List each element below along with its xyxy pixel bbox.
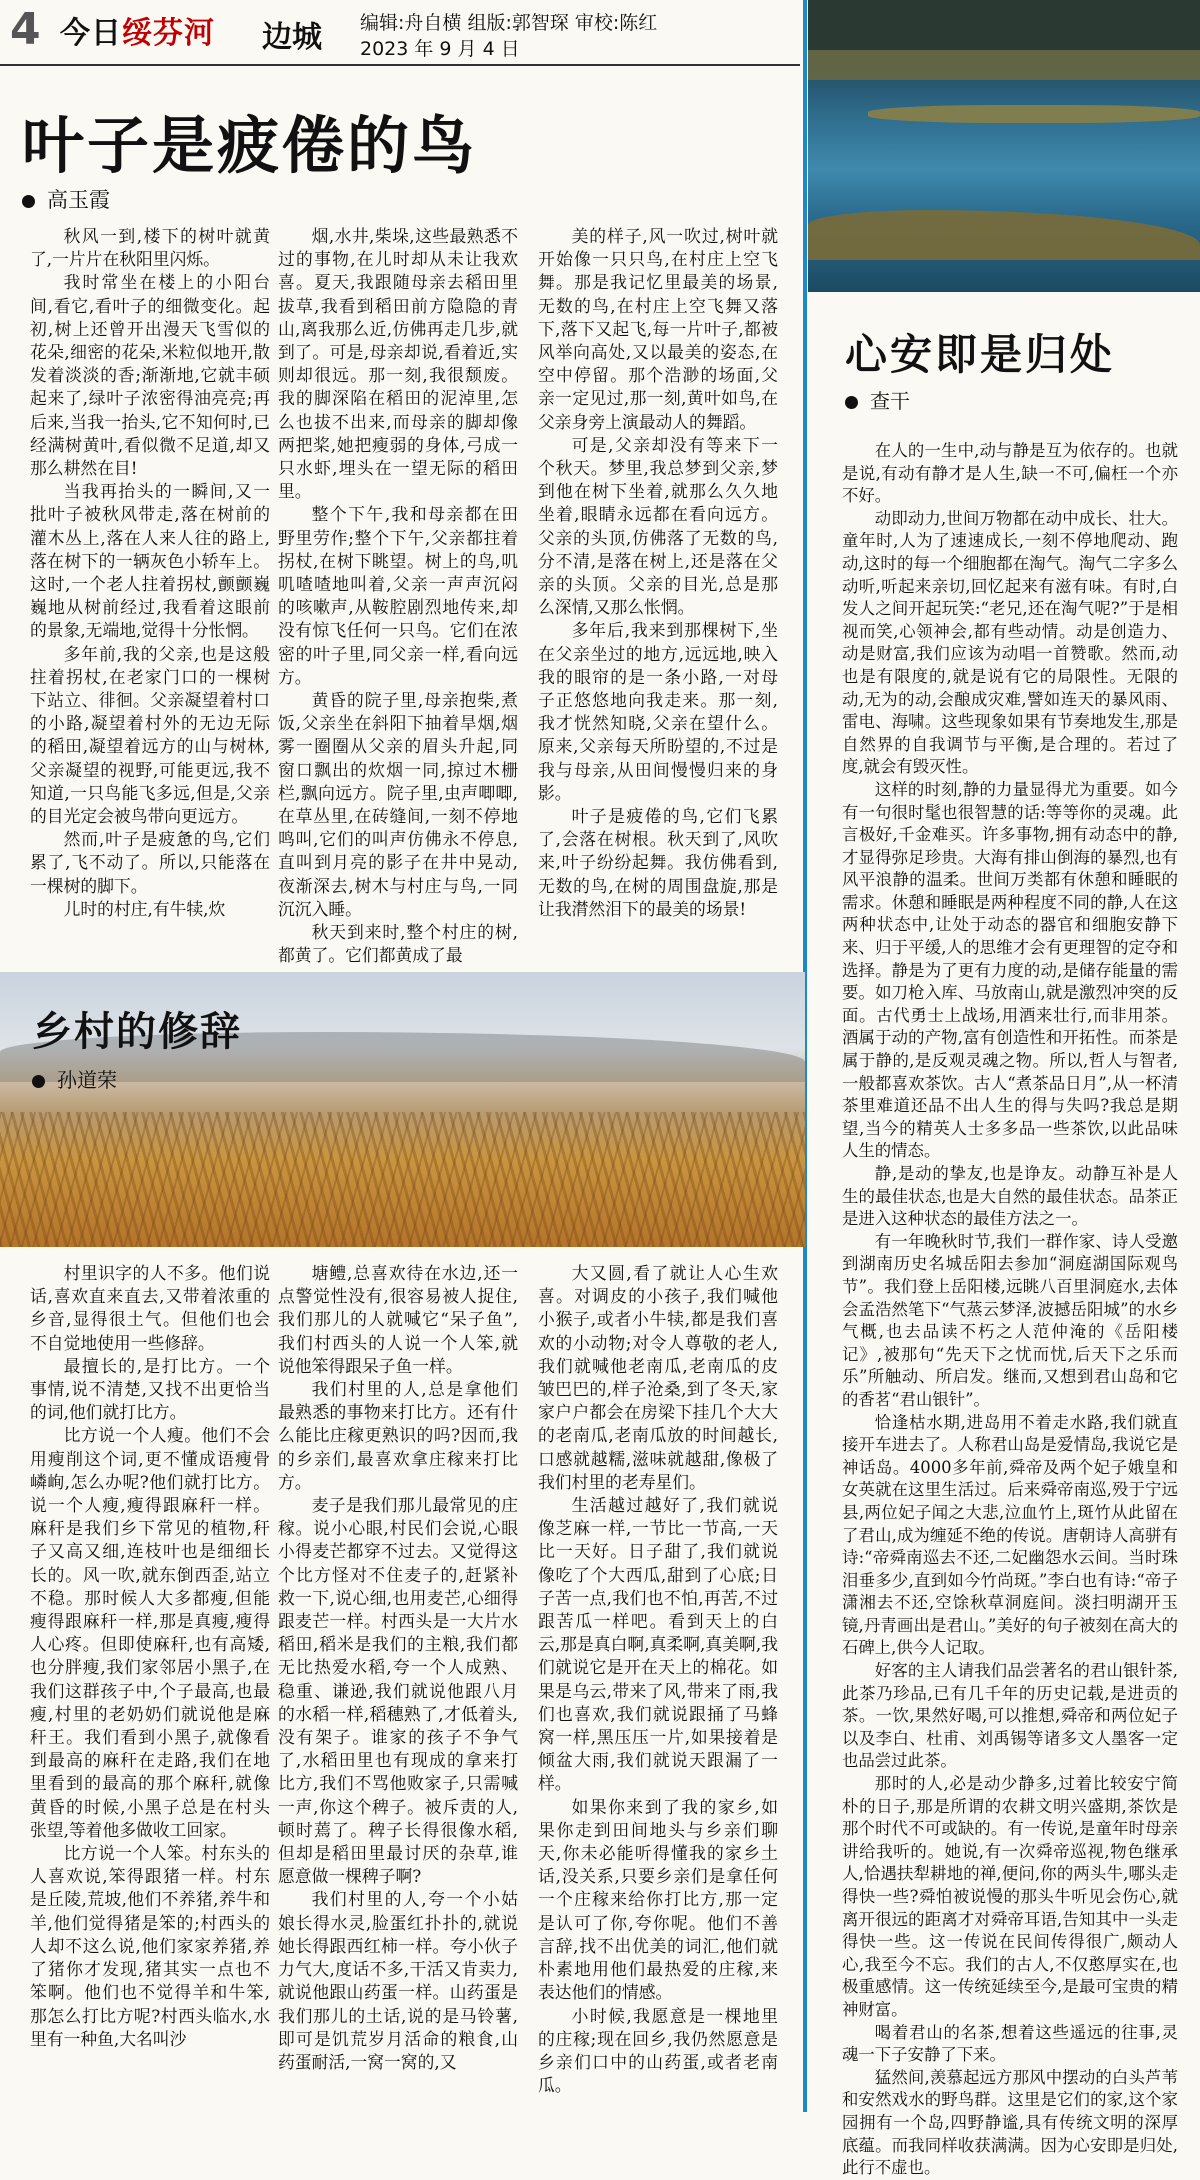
paragraph: 秋风一到,楼下的树叶就黄了,一片片在秋阳里闪烁。 — [30, 226, 270, 270]
article1-column-2 — [278, 225, 518, 966]
article2-author: 孙道荣 — [57, 1068, 117, 1092]
island-shape — [868, 105, 1200, 123]
island-shape — [808, 50, 1200, 80]
paragraph: 麦子是我们那儿最常见的庄稼。说小心眼,村民们会说,心眼小得麦芒都穿不过去。又觉得这个比方怪对不住麦子的,赶紧补救一下,说心细,也用麦芒,心细得跟麦芒一样。村西头是一大片水稻田,稻米是我们的主粮,我们都无比热爱水稻,夸一个人成熟、稳重、谦逊,我们就说他跟八月的水稻一样,稻穗熟了,才低着头,没有架子。谁家的孩子不争气了,水稻田里也有现成的拿来打比方,我们不骂他败家子,只需喊一声,你这个稗子。被斥责的人,顿时蔫了。稗子长得很像水稻,但却是稻田里最讨厌的杂草,谁愿意做一棵稗子啊? — [278, 1495, 518, 1887]
paragraph: 如果你来到了我的家乡,如果你走到田间地头与乡亲们聊天,你未必能听得懂我的家乡土话,没关系,只要乡亲们是拿任何一个庄稼来给你打比方,那一定是认可了你,夸你呢。他们不善言辞,找不出优美的词汇,他们就朴素地用他们最热爱的庄稼,来表达他们的情感。 — [538, 1796, 778, 2003]
article2-column-3 — [538, 1262, 778, 2102]
newspaper-brand — [60, 8, 215, 52]
article2-column-2 — [278, 1262, 518, 2102]
paragraph: 我时常坐在楼上的小阳台间,看它,看叶子的细微变化。起初,树上还曾开出漫天飞雪似的花朵,细密的花朵,米粒似地开,散发着淡淡的香;渐渐地,它就丰硕起来了,绿叶子浓密得油亮亮;再后来,当我一抬头,它不知何时,已经满树黄叶,看似微不足道,却又那么耕然在目! — [30, 272, 270, 479]
bullet-icon — [32, 1075, 45, 1088]
editor-credits: 编辑:舟自横 组版:郭智琛 审校:陈红 — [360, 12, 658, 34]
paragraph: 秋天到来时,整个村庄的树,都黄了。它们都黄成了最 — [278, 922, 518, 966]
paragraph: 多年后,我来到那棵树下,坐在父亲坐过的地方,远远地,映入我的眼帘的是一条小路,一对母子正悠悠地向我走来。那一刻,我才恍然知晓,父亲在望什么。原来,父亲每天所盼望的,不过是我与母亲,从田间慢慢归来的身影。 — [538, 620, 778, 803]
paragraph: 有一年晚秋时节,我们一群作家、诗人受邀到湖南历史名城岳阳去参加“洞庭湖国际观鸟节”。我们登上岳阳楼,远眺八百里洞庭水,去体会孟浩然笔下“气蒸云梦泽,波撼岳阳城”的水乡气概,也去品读不朽之人范仲淹的《岳阳楼记》,被那句“先天下之忧而忧,后天下之乐而乐”所触动、所启发。继而,又想到君山岛和它的香茗“君山银针”。 — [842, 1231, 1178, 1409]
article3-title: 心安即是归处 — [845, 330, 1116, 379]
paragraph: 然而,叶子是疲惫的鸟,它们累了,飞不动了。所以,只能落在一棵树的脚下。 — [30, 829, 270, 896]
section-name: 边城 — [262, 20, 322, 55]
article1-column-1 — [30, 225, 270, 925]
article1-column-3 — [538, 225, 778, 925]
photo-top-band — [808, 0, 1200, 50]
paragraph: 塘鳢,总喜欢待在水边,还一点警觉性没有,很容易被人捉住,我们那儿的人就喊它“呆子鱼”,我们村西头的人说一个人笨,就说他笨得跟呆子鱼一样。 — [278, 1263, 518, 1376]
paragraph: 比方说一个人瘦。他们不会用瘦削这个词,更不懂成语瘦骨嶙峋,怎么办呢?他们就打比方。说一个人瘦,瘦得跟麻秆一样。麻秆是我们乡下常见的植物,秆子又高又细,连枝叶也是细细长长的。风一吹,就东倒西歪,站立不稳。那时候人大多都瘦,但能瘦得跟麻秆一样,那是真瘦,瘦得人心疼。但即使麻秆,也有高矮,也分胖瘦,我们家邻居小黑子,在我们这群孩子中,个子最高,也最瘦,村里的老奶奶们就说他是麻秆王。我们看到小黑子,就像看到最高的麻秆在走路,我们在地里看到的最高的那个麻秆,就像黄昏的时候,小黑子总是在村头张望,等着他多做收工回家。 — [30, 1425, 270, 1840]
paragraph: 儿时的村庄,有牛犊,炊 — [63, 898, 226, 919]
paragraph: 我们村里的人,夸一个小姑娘长得水灵,脸蛋红扑扑的,就说她长得跟西红柿一样。夸小伙子力气大,度话不多,干活又肯卖力,就说他跟山药蛋一样。山药蛋是我们那儿的土话,说的是马铃薯,即可是饥荒岁月活命的粮食,山药蛋耐活,一窝一窝的,又 — [278, 1889, 518, 2072]
paragraph: 美的样子,风一吹过,树叶就开始像一只只鸟,在村庄上空飞舞。那是我记忆里最美的场景,无数的鸟,在村庄上空飞舞又落下,落下又起飞,每一片叶子,都被风举向高处,又以最美的姿态,在空中停留。那个浩渺的场面,父亲一定见过,那一刻,黄叶如鸟,在父亲身旁上演最动人的舞蹈。 — [538, 226, 778, 432]
paragraph: 生活越过越好了,我们就说像芝麻一样,一节比一节高,一天比一天好。日子甜了,我们就说像吃了个大西瓜,甜到了心底;日子苦一点,我们也不怕,再苦,不过跟苦瓜一样吧。看到天上的白云,那是真白啊,真柔啊,真美啊,我们就说它是开在天上的棉花。如果是乌云,带来了风,带来了雨,我们也喜欢,我们就说跟捅了马蜂窝一样,黑压压一片,如果接着是倾盆大雨,我们就说天跟漏了一样。 — [538, 1495, 778, 1794]
article2-byline — [32, 1064, 117, 1093]
wheat-texture — [0, 1112, 805, 1247]
paragraph: 黄昏的院子里,母亲抱柴,煮饭,父亲坐在斜阳下抽着旱烟,烟雾一圈圈从父亲的眉头升起,同窗口飘出的炊烟一同,掠过木栅栏,飘向远方。院子里,虫声唧唧,在草丛里,在砖缝间,一刻不停地鸣叫,它们的叫声仿佛永不停息,直叫到月亮的影子在井中晃动,夜渐深去,树木与村庄与鸟,一同沉沉入睡。 — [278, 690, 518, 919]
paragraph: 恰逢枯水期,进岛用不着走水路,我们就直接开车进去了。人称君山岛是爱情岛,我说它是神话岛。4000多年前,舜帝及两个妃子娥皇和女英就在这里生活过。后来舜帝南巡,殁于宁远县,两位妃子闻之大悲,泣血竹上,斑竹从此留在了君山,成为缠延不绝的传说。唐朝诗人高骈有诗:“帝舜南巡去不还,二妃幽怨水云间。当时珠泪垂多少,直到如今竹尚斑。”李白也有诗:“帝子潇湘去不还,空馀秋草洞庭间。淡扫明湖开玉镜,丹青画出是君山。”美好的句子被刻在高大的石碑上,供今人记取。 — [842, 1412, 1178, 1658]
page-number: 4 — [10, 4, 41, 55]
paragraph: 叶子是疲倦的鸟,它们飞累了,会落在树根。秋天到了,风吹来,叶子纷纷起舞。我仿佛看到,无数的鸟,在树的周围盘旋,那是让我潸然泪下的最美的场景! — [538, 806, 778, 919]
island-shape — [808, 210, 1200, 260]
header-rule — [0, 64, 800, 66]
bullet-icon — [845, 396, 858, 409]
paragraph: 动即动力,世间万物都在动中成长、壮大。童年时,人为了速速成长,一刻不停地爬动、跑动,这时的每一个细胞都在淘气。淘气二字多么动听,听起来亲切,回忆起来有滋有味。有时,白发人之间开起玩笑:“老兄,还在淘气呢?”于是相视而笑,心领神会,都有些动情。动是创造力、动是财富,我们应该为动唱一首赞歌。然而,动也是有限度的,就是说有它的局限性。无限的动,无为的动,会酿成灾难,譬如连天的暴风雨、雷电、海啸。这些现象如果有节奏地发生,那是自然界的自我调节与平衡,是合理的。若过了度,就会有毁灭性。 — [842, 508, 1178, 777]
paragraph: 在人的一生中,动与静是互为依存的。也就是说,有动有静才是人生,缺一不可,偏枉一个亦不好。 — [842, 441, 1178, 506]
paragraph: 我们村里的人,总是拿他们最熟悉的事物来打比方。还有什么能比庄稼更熟识的吗?因而,我的乡亲们,最喜欢拿庄稼来打比方。 — [278, 1379, 518, 1492]
article3-byline — [845, 385, 910, 414]
paragraph: 静,是动的挚友,也是诤友。动静互补是人生的最佳状态,也是大自然的最佳状态。品茶正是进入这种状态的最佳方法之一。 — [842, 1164, 1178, 1229]
article1-byline — [22, 184, 110, 214]
paragraph: 猛然间,羡慕起远方那风中摆动的白头芦苇和安然戏水的野鸟群。这里是它们的家,这个家园拥有一个岛,四野静谧,具有传统文明的深厚底蕴。而我同样收获满满。因为心安即是归处,此行不虚也。 — [842, 2067, 1178, 2178]
paragraph: 这样的时刻,静的力量显得尤为重要。如今有一句很时髦也很智慧的话:等等你的灵魂。此言极好,千金难买。许多事物,拥有动态中的静,才显得弥足珍贵。大海有排山倒海的暴烈,也有风平浪静的温柔。世间万类都有休憩和睡眠的需求。休憩和睡眠是两种程度不同的静,人在这两种状态中,让处于动态的器官和细胞安静下来、归于平缓,人的思维才会有更理智的定夺和选择。静是为了更有力度的动,是储存能量的需要。如刀枪入库、马放南山,就是激烈冲突的反面。古代勇士上战场,用酒来壮行,而非用茶。酒属于动的产物,富有创造性和开拓性。而茶是属于静的,是反观灵魂之物。所以,哲人与智者,一般都喜欢茶饮。古人“煮茶品日月”,从一杯清茶里难道还品不出人生的得与失吗?我总是期望,当今的精英人士多多品一些茶饮,以此品味人生的情态。 — [842, 779, 1178, 1161]
brand-highlight: 绥芬河 — [122, 16, 215, 51]
lake-photo — [808, 0, 1200, 292]
article2-title: 乡村的修辞 — [32, 1009, 242, 1055]
paragraph: 多年前,我的父亲,也是这般拄着拐杖,在老家门口的一棵树下站立、徘徊。父亲凝望着村口的小路,凝望着村外的无边无际的稻田,凝望着远方的山与树林,父亲凝望的视野,可能更远,我不知道,一只鸟能飞多远,但是,父亲的目光定会被鸟带向更远方。 — [30, 643, 270, 827]
paragraph: 好客的主人请我们品尝著名的君山银针茶,此茶乃珍品,已有几千年的历史记载,是进贡的茶。一饮,果然好喝,可以推想,舜帝和两位妃子以及李白、杜甫、刘禹锡等诸多文人墨客一定也品尝过此茶。 — [842, 1661, 1178, 1771]
brand-prefix: 今日 — [60, 16, 122, 51]
paragraph: 最擅长的,是打比方。一个事情,说不清楚,又找不出更恰当的词,他们就打比方。 — [30, 1355, 270, 1423]
paragraph: 可是,父亲却没有等来下一个秋天。梦里,我总梦到父亲,梦到他在树下坐着,就那么久久地坐着,眼睛永远都在看向远方。父亲的头顶,仿佛落了无数的鸟,分不清,是落在树上,还是落在父亲的头顶。父亲的目光,总是那么深情,又那么怅惘。 — [538, 434, 778, 618]
paragraph: 整个下午,我和母亲都在田野里劳作;整个下午,父亲都拄着拐杖,在树下眺望。树上的鸟,叽叽喳喳地叫着,父亲一声声沉闷的咳嗽声,从鞍腔剧烈地传来,却没有惊飞任何一只鸟。它们在浓密的叶子里,同父亲一样,看向远方。 — [278, 504, 518, 687]
article1-author: 高玉霞 — [47, 188, 110, 212]
paragraph: 村里识字的人不多。他们说话,喜欢直来直去,又带着浓重的乡音,显得很土气。但他们也会不自觉地使用一些修辞。 — [30, 1263, 270, 1353]
paragraph: 比方说一个人笨。村东头的人喜欢说,笨得跟猪一样。村东是丘陵,荒坡,他们不养猪,养牛和羊,他们觉得猪是笨的;村西头的人却不这么说,他们家家养猪,养了猪你才发现,猪其实一点也不笨啊。他们也不觉得羊和牛笨,那怎么打比方呢?村西头临水,水里有一种鱼,大名叫沙 — [30, 1843, 270, 2049]
article2-column-1 — [30, 1262, 270, 2102]
paragraph: 大又圆,看了就让人心生欢喜。对调皮的小孩子,我们喊他小猴子,或者小牛犊,都是我们喜欢的小动物;对令人尊敬的老人,我们就喊他老南瓜,老南瓜的皮皱巴巴的,样子沧桑,到了冬天,家家户户都会在房梁下挂几个大大的老南瓜,老南瓜放的时间越长,口感就越糯,滋味就越甜,像极了我们村里的老寿星们。 — [538, 1263, 778, 1492]
paragraph: 小时候,我愿意是一棵地里的庄稼;现在回乡,我仍然愿意是乡亲们口中的山药蛋,或者老南瓜。 — [538, 2005, 778, 2096]
bullet-icon — [22, 195, 35, 208]
article3-column-1 — [842, 440, 1178, 2178]
issue-date: 2023 年 9 月 4 日 — [360, 38, 520, 60]
paragraph: 那时的人,必是动少静多,过着比较安宁简朴的日子,那是所谓的农耕文明兴盛期,茶饮是那个时代不可或缺的。有一传说,是童年时母亲讲给我听的。她说,有一次舜帝巡视,物色继承人,恰遇扶犁耕地的禅,便问,你的两头牛,哪头走得快一些?舜怕被说慢的那头牛听见会伤心,就离开很远的距离才对舜帝耳语,告知其中一头走得快一些。这一传说在民间传得很广,颇动人心,我至今不忘。我们的古人,不仅憨厚实在,也极重感情。这一传统延续至今,是最可宝贵的精神财富。 — [842, 1774, 1178, 2019]
paragraph: 喝着君山的名茶,想着这些遥远的往事,灵魂一下子安静了下来。 — [842, 2022, 1178, 2065]
article3-author: 查干 — [870, 389, 910, 413]
paragraph: 烟,水井,柴垛,这些最熟悉不过的事物,在儿时却从未让我欢喜。夏天,我跟随母亲去稻田里拔草,我看到稻田前方隐隐的青山,离我那么近,仿佛再走几步,就到了。可是,母亲却说,看着近,实则却很远。那一刻,我很颓废。我的脚深陷在稻田的泥淖里,怎么也拔不出来,而母亲的脚却像两把桨,她把瘦弱的身体,弓成一只水虾,埋头在一望无际的稻田里。 — [278, 226, 518, 502]
paragraph: 当我再抬头的一瞬间,又一批叶子被秋风带走,落在树前的灌木丛上,落在人来人往的路上,落在树下的一辆灰色小轿车上。这时,一个老人拄着拐杖,颤颤巍巍地从树前经过,我看着这眼前的景象,无端地,觉得十分怅惘。 — [30, 481, 270, 641]
article1-title: 叶子是疲倦的鸟 — [22, 109, 478, 182]
